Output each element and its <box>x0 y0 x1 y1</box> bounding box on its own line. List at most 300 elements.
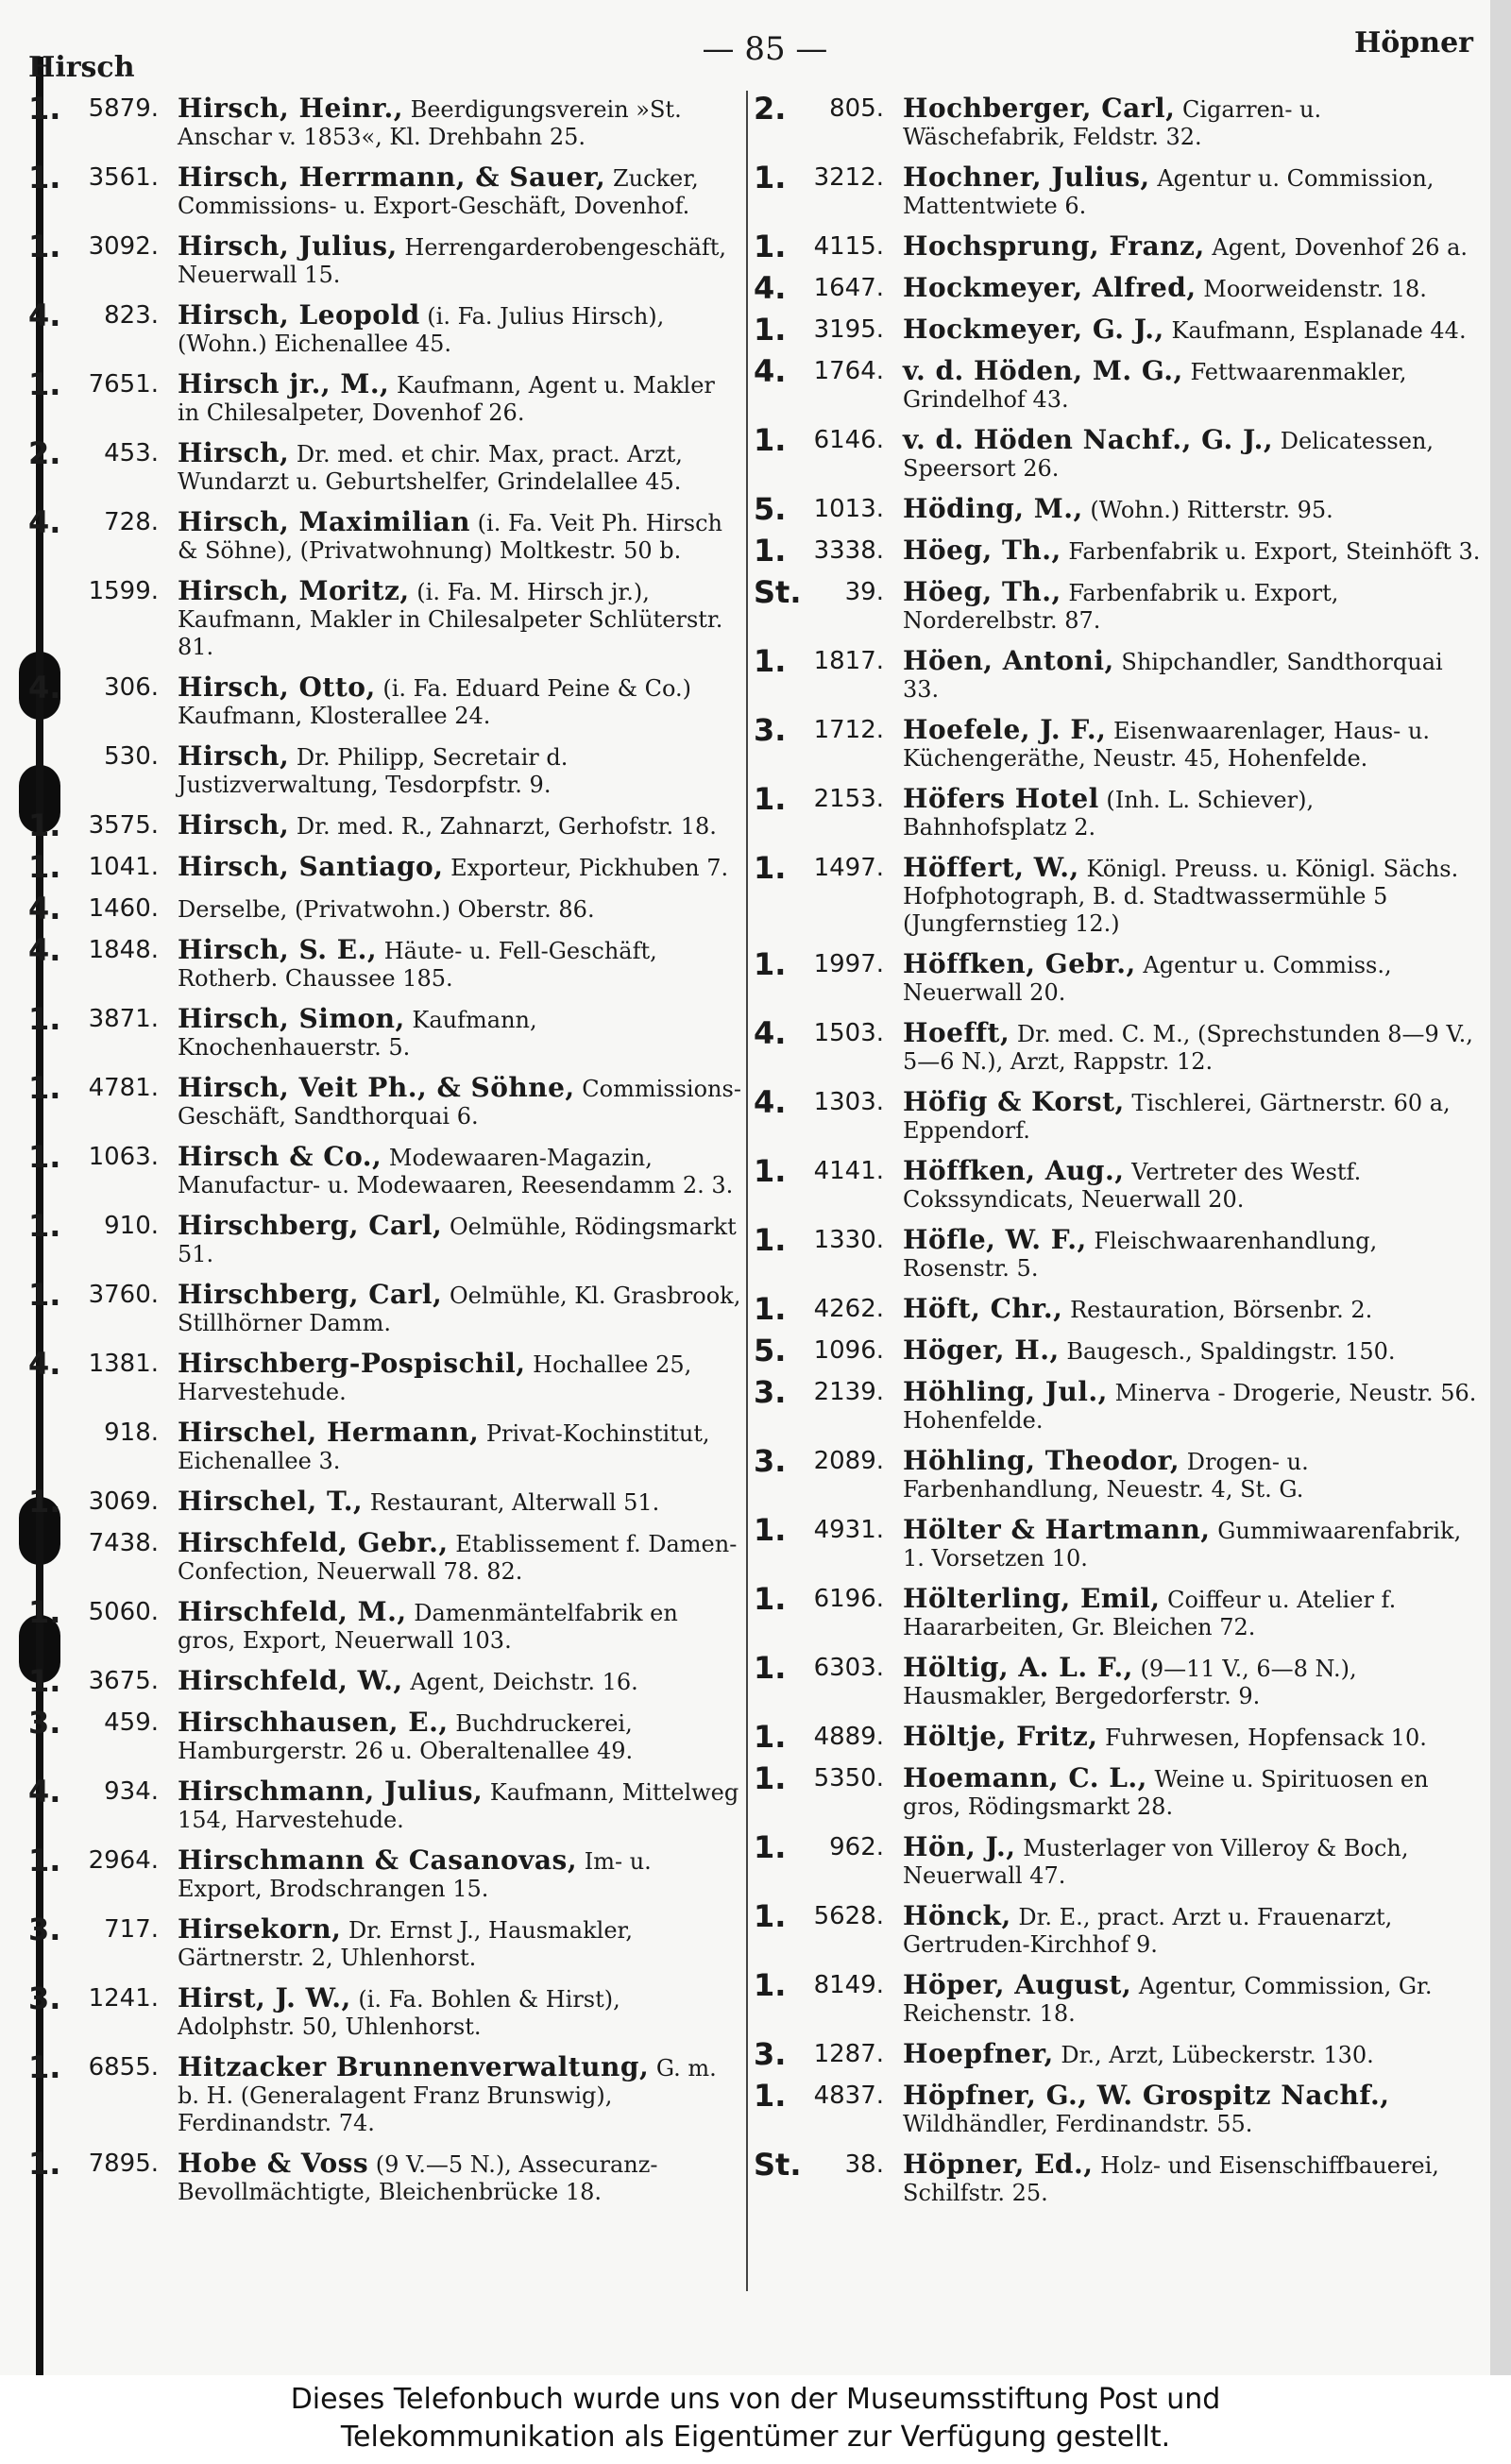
subscriber-name: Hirsch & Co., <box>178 1141 382 1172</box>
entry-text <box>895 1088 1481 1145</box>
subscriber-details: Fuhrwesen, Hopfensack 10. <box>1105 1725 1427 1751</box>
line-number: 459. <box>104 1708 159 1737</box>
phone-number <box>754 1581 895 1617</box>
directory-entry <box>28 670 741 730</box>
entry-text <box>895 716 1481 773</box>
phone-number <box>28 435 170 471</box>
subscriber-details: Wildhändler, Ferdinandstr. 55. <box>903 2111 1253 2137</box>
subscriber-name: Hirsch, Otto, <box>178 671 376 703</box>
subscriber-details: Derselbe, (Privatwohn.) Oberstr. 86. <box>178 896 595 923</box>
line-number: 1303. <box>813 1088 884 1116</box>
line-number: 6303. <box>813 1654 884 1682</box>
entry-text <box>895 1226 1481 1283</box>
phone-number <box>754 270 895 306</box>
line-number: 1330. <box>813 1226 884 1254</box>
exchange-code: 3. <box>754 1443 787 1479</box>
subscriber-name: Höhling, Jul., <box>903 1376 1108 1407</box>
line-number: 6196. <box>813 1585 884 1613</box>
subscriber-name: Hobe & Voss <box>178 2148 369 2179</box>
subscriber-details: Commissions-Geschäft, Sandthorquai 6. <box>178 1076 741 1130</box>
directory-entry <box>28 1843 741 1903</box>
phone-number <box>754 312 895 348</box>
exchange-code: 1. <box>28 1663 61 1699</box>
entry-text <box>895 950 1481 1007</box>
subscriber-details: Minerva - Drogerie, Neustr. 56. Hohenfelde. <box>903 1380 1477 1434</box>
subscriber-details: Kaufmann, Esplanade 44. <box>1171 317 1467 344</box>
subscriber-details: (i. Fa. Bohlen & Hirst), Adolphstr. 50, Uhlenhorst. <box>178 1986 620 2040</box>
entry-text <box>895 357 1481 414</box>
entry-text <box>170 1143 741 1199</box>
phone-number <box>28 1346 170 1382</box>
exchange-code: 1. <box>28 1070 61 1106</box>
subscriber-name: Höpfner, G., W. Grospitz Nachf., <box>903 2080 1390 2111</box>
phone-number <box>754 1898 895 1934</box>
line-number: 805. <box>829 94 884 123</box>
subscriber-name: Hirsch, <box>178 809 290 841</box>
subscriber-details: Agentur, Commission, Gr. Reichenstr. 18. <box>903 1973 1433 2027</box>
line-number: 6855. <box>88 2053 159 2082</box>
subscriber-name: Hirsch, Julius, <box>178 230 398 262</box>
phone-number <box>28 1070 170 1106</box>
directory-entry <box>28 932 741 993</box>
subscriber-name: Höffert, W., <box>903 852 1079 883</box>
directory-entry <box>754 1512 1481 1572</box>
entry-text <box>170 577 741 661</box>
subscriber-details: Hochallee 25, Harvestehude. <box>178 1351 692 1405</box>
exchange-code: 4. <box>28 1346 61 1382</box>
entry-text <box>895 94 1481 151</box>
directory-entry <box>28 435 741 496</box>
line-number: 728. <box>104 508 159 536</box>
directory-entry <box>754 643 1481 704</box>
line-number: 910. <box>104 1212 159 1240</box>
subscriber-name: Hirsch, Santiago, <box>178 851 444 882</box>
entry-text <box>895 1295 1481 1324</box>
phone-number <box>754 1333 895 1368</box>
subscriber-details: Häute- u. Fell-Geschäft, Rotherb. Chaussee 185. <box>178 938 657 992</box>
line-number: 717. <box>104 1915 159 1944</box>
line-number: 3675. <box>88 1667 159 1695</box>
subscriber-name: Hölter & Hartmann, <box>903 1514 1211 1545</box>
phone-number <box>754 1512 895 1548</box>
subscriber-name: Hirsch, Maximilian <box>178 506 471 537</box>
subscriber-details: Dr. med. C. M., (Sprechstunden 8—9 V., 5—6 N.), Arzt, Rappstr. 12. <box>903 1021 1473 1075</box>
exchange-code: 2. <box>754 91 787 127</box>
exchange-code <box>28 578 72 605</box>
phone-number <box>754 1015 895 1051</box>
phone-number <box>28 504 170 540</box>
phone-number <box>754 574 895 610</box>
directory-entry <box>28 1529 741 1586</box>
directory-entry <box>754 1581 1481 1641</box>
line-number: 530. <box>104 742 159 771</box>
phone-number <box>28 229 170 264</box>
directory-entry <box>28 91 741 151</box>
phone-number <box>754 1222 895 1258</box>
exchange-code: 1. <box>28 160 61 195</box>
phone-number <box>754 91 895 127</box>
subscriber-details: Cigarren- u. Wäschefabrik, Feldstr. 32. <box>903 96 1322 150</box>
subscriber-name: Hochberger, Carl, <box>903 93 1176 124</box>
subscriber-name: Hirschberg-Pospischil, <box>178 1348 526 1379</box>
exchange-code: 1. <box>754 1829 787 1865</box>
subscriber-name: Hoefele, J. F., <box>903 714 1107 745</box>
exchange-code: 1. <box>28 1843 61 1878</box>
subscriber-name: Hirsch, Simon, <box>178 1003 405 1034</box>
subscriber-name: Hirsch, Herrmann, & Sauer, <box>178 161 606 193</box>
phone-number <box>754 1760 895 1796</box>
line-number: 1599. <box>88 577 159 605</box>
header-left-keyword: Hirsch <box>28 51 135 84</box>
entry-text <box>170 853 741 882</box>
directory-entry <box>28 891 741 926</box>
subscriber-details: Oelmühle, Rödingsmarkt 51. <box>178 1214 737 1267</box>
left-column <box>28 91 741 2218</box>
subscriber-name: Höger, H., <box>903 1334 1060 1366</box>
subscriber-details: Agent, Deichstr. 16. <box>410 1669 638 1695</box>
exchange-code: 3. <box>754 712 787 748</box>
entry-text <box>895 315 1481 345</box>
exchange-code: 1. <box>28 1594 61 1630</box>
subscriber-details: Kaufmann, Agent u. Makler in Chilesalpeter, Dovenhof 26. <box>178 372 715 426</box>
directory-entry <box>754 1291 1481 1327</box>
subscriber-name: Hochner, Julius, <box>903 161 1150 193</box>
exchange-code: St. <box>754 2147 802 2183</box>
directory-entry <box>754 491 1481 527</box>
line-number: 6146. <box>813 426 884 454</box>
exchange-code: 1. <box>754 1650 787 1686</box>
subscriber-name: Hirschhausen, E., <box>178 1707 449 1738</box>
subscriber-name: Hirschfeld, Gebr., <box>178 1527 449 1558</box>
entry-text <box>895 1019 1481 1076</box>
phone-number <box>28 1001 170 1037</box>
exchange-code: 1. <box>28 229 61 264</box>
exchange-code: 1. <box>28 1139 61 1175</box>
line-number: 1848. <box>88 936 159 964</box>
phone-number <box>28 1843 170 1878</box>
exchange-code: 1. <box>28 1001 61 1037</box>
line-number: 306. <box>104 673 159 702</box>
subscriber-name: Höpner, Ed., <box>903 2149 1094 2180</box>
exchange-code <box>28 1530 72 1557</box>
phone-number <box>754 353 895 389</box>
subscriber-details: Restaurant, Alterwall 51. <box>369 1489 660 1516</box>
subscriber-name: v. d. Höden Nachf., G. J., <box>903 424 1274 455</box>
directory-entry <box>754 1760 1481 1821</box>
subscriber-details: Farbenfabrik u. Export, Norderelbstr. 87. <box>903 580 1339 634</box>
entry-text <box>895 1336 1481 1366</box>
exchange-code <box>28 1419 72 1447</box>
entry-text <box>170 1777 741 1834</box>
directory-entry <box>754 1719 1481 1755</box>
subscriber-name: Hirschfeld, M., <box>178 1596 407 1627</box>
exchange-code: 4. <box>28 932 61 968</box>
phone-number <box>28 2049 170 2085</box>
exchange-code: 1. <box>28 1208 61 1244</box>
subscriber-details: Coiffeur u. Atelier f. Haararbeiten, Gr. Bleichen 72. <box>903 1587 1397 1640</box>
entry-text <box>895 536 1481 566</box>
line-number: 934. <box>104 1777 159 1806</box>
phone-number <box>754 491 895 527</box>
directory-entry <box>754 574 1481 635</box>
subscriber-details: (i. Fa. Julius Hirsch), (Wohn.) Eichenallee 45. <box>178 303 665 357</box>
entry-text <box>170 94 741 151</box>
line-number: 2153. <box>813 785 884 813</box>
footer-notice <box>0 2375 1511 2464</box>
directory-entry <box>28 229 741 289</box>
exchange-code: 1. <box>754 1898 787 1934</box>
subscriber-details: Kaufmann, Mittelweg 154, Harvestehude. <box>178 1779 739 1833</box>
subscriber-name: Höft, Chr., <box>903 1293 1063 1324</box>
subscriber-name: Hirsch, <box>178 437 290 468</box>
subscriber-details: G. m. b. H. (Generalagent Franz Brunswig), Ferdinandstr. 74. <box>178 2055 717 2136</box>
subscriber-details: Privat-Kochinstitut, Eichenallee 3. <box>178 1420 710 1474</box>
exchange-code: 1. <box>28 1277 61 1313</box>
directory-entry <box>28 2049 741 2137</box>
directory-entry <box>28 807 741 843</box>
directory-entry <box>754 422 1481 483</box>
line-number: 5350. <box>813 1764 884 1793</box>
subscriber-details: Fleischwaarenhandlung, Rosenstr. 5. <box>903 1228 1378 1282</box>
line-number: 1997. <box>813 950 884 978</box>
subscriber-details: Baugesch., Spaldingstr. 150. <box>1066 1338 1396 1365</box>
phone-number <box>754 1153 895 1189</box>
entry-text <box>895 495 1481 524</box>
line-number: 918. <box>104 1419 159 1447</box>
exchange-code: 3. <box>28 1912 61 1947</box>
entry-text <box>170 1846 741 1903</box>
line-number: 1287. <box>813 2040 884 2068</box>
entry-text <box>895 2150 1481 2207</box>
line-number: 3561. <box>88 163 159 192</box>
entry-text <box>895 426 1481 483</box>
phone-number <box>28 1663 170 1699</box>
phone-number <box>754 643 895 679</box>
directory-entry <box>28 160 741 220</box>
entry-text <box>170 163 741 220</box>
line-number: 1241. <box>88 1984 159 2013</box>
directory-entry <box>28 1774 741 1834</box>
subscriber-details: (i. Fa. Eduard Peine & Co.) Kaufmann, Klosterallee 24. <box>178 675 691 729</box>
directory-entry <box>28 1139 741 1199</box>
entry-text <box>170 1212 741 1268</box>
line-number: 5060. <box>88 1598 159 1626</box>
entry-text <box>895 785 1481 841</box>
subscriber-name: Hitzacker Brunnenverwaltung, <box>178 2051 650 2082</box>
phone-number <box>28 1484 170 1520</box>
exchange-code <box>28 743 72 771</box>
phone-number <box>754 1967 895 2003</box>
line-number: 3575. <box>88 811 159 840</box>
directory-entry <box>28 1277 741 1337</box>
directory-entry <box>754 353 1481 414</box>
exchange-code: 4. <box>28 297 61 333</box>
subscriber-name: Hirschel, T., <box>178 1486 364 1517</box>
phone-number <box>754 1443 895 1479</box>
exchange-code: 4. <box>28 891 61 926</box>
subscriber-details: Agentur u. Commiss., Neuerwall 20. <box>903 952 1392 1006</box>
line-number: 4889. <box>813 1723 884 1751</box>
line-number: 453. <box>104 439 159 467</box>
phone-number <box>754 160 895 195</box>
exchange-code: 3. <box>28 1705 61 1741</box>
directory-entry <box>754 160 1481 220</box>
line-number: 3069. <box>88 1487 159 1516</box>
column-divider <box>746 91 748 2291</box>
exchange-code: 1. <box>754 312 787 348</box>
directory-entry <box>754 2036 1481 2072</box>
directory-entry <box>28 1001 741 1062</box>
directory-entry <box>754 1967 1481 2028</box>
subscriber-name: Hoepfner, <box>903 2038 1054 2069</box>
exchange-code: 3. <box>28 1980 61 2016</box>
line-number: 1460. <box>88 894 159 923</box>
header-right-keyword: Höpner <box>1353 26 1473 59</box>
directory-entry <box>754 312 1481 348</box>
entry-text <box>895 232 1481 262</box>
line-number: 962. <box>829 1833 884 1861</box>
directory-entry <box>28 1070 741 1130</box>
phone-number <box>28 670 170 705</box>
line-number: 1013. <box>813 495 884 523</box>
subscriber-name: Hirst, J. W., <box>178 1982 351 2014</box>
subscriber-details: Vertreter des Westf. Cokssyndicats, Neuerwall 20. <box>903 1159 1362 1213</box>
subscriber-details: Delicatessen, Speersort 26. <box>903 428 1435 482</box>
entry-text <box>170 1350 741 1406</box>
subscriber-name: Hölterling, Emil, <box>903 1583 1161 1614</box>
line-number: 1063. <box>88 1143 159 1171</box>
directory-entry <box>754 1443 1481 1504</box>
subscriber-name: Hoefft, <box>903 1017 1010 1048</box>
directory-entry <box>754 2147 1481 2207</box>
subscriber-details: Modewaaren-Magazin, Manufactur- u. Modewaaren, Reesendamm 2. 3. <box>178 1145 734 1198</box>
phone-number <box>28 1705 170 1741</box>
subscriber-name: Höffken, Gebr., <box>903 948 1136 979</box>
exchange-code: St. <box>754 574 802 610</box>
exchange-code: 1. <box>754 533 787 569</box>
exchange-code: 1. <box>754 2078 787 2114</box>
subscriber-details: Buchdruckerei, Hamburgerstr. 26 u. Oberaltenallee 49. <box>178 1710 634 1764</box>
phone-number <box>754 1084 895 1120</box>
line-number: 3212. <box>813 163 884 192</box>
subscriber-details: (9 V.—5 N.), Assecuranz-Bevollmächtigte, Bleichenbrücke 18. <box>178 2151 658 2205</box>
footer-line-2: Telekommunikation als Eigentümer zur Verfügung gestellt. <box>340 2421 1171 2454</box>
entry-text <box>170 1667 741 1696</box>
line-number: 1381. <box>88 1350 159 1378</box>
line-number: 8149. <box>813 1971 884 1999</box>
directory-entry <box>754 91 1481 151</box>
subscriber-name: Hirsch, Moritz, <box>178 575 410 606</box>
entry-text <box>170 1487 741 1517</box>
exchange-code: 1. <box>28 366 61 402</box>
line-number: 1712. <box>813 716 884 744</box>
subscriber-name: Höding, M., <box>903 493 1083 524</box>
directory-entry <box>754 2078 1481 2138</box>
directory-entry <box>28 849 741 885</box>
exchange-code: 1. <box>28 2146 61 2182</box>
line-number: 1497. <box>813 854 884 882</box>
entry-text <box>895 2082 1481 2138</box>
subscriber-name: Hirsch jr., M., <box>178 368 390 399</box>
line-number: 4115. <box>813 232 884 261</box>
subscriber-details: (Wohn.) Ritterstr. 95. <box>1090 497 1333 523</box>
directory-entry <box>754 1084 1481 1145</box>
subscriber-name: Höper, August, <box>903 1969 1132 2000</box>
line-number: 4262. <box>813 1295 884 1323</box>
phone-number <box>28 91 170 127</box>
directory-entry <box>28 504 741 565</box>
entry-text <box>170 2150 741 2206</box>
entry-text <box>895 647 1481 704</box>
directory-entry <box>754 229 1481 264</box>
subscriber-details: Dr. E., pract. Arzt u. Frauenarzt, Gertruden-Kirchhof 9. <box>903 1904 1393 1958</box>
phone-number <box>754 2147 895 2183</box>
line-number: 4141. <box>813 1157 884 1185</box>
line-number: 4931. <box>813 1516 884 1544</box>
phone-number <box>28 297 170 333</box>
exchange-code: 4. <box>754 1015 787 1051</box>
subscriber-name: Hirsch, Heinr., <box>178 93 403 124</box>
exchange-code: 1. <box>754 1719 787 1755</box>
subscriber-name: Hirschberg, Carl, <box>178 1279 443 1310</box>
exchange-code: 1. <box>28 91 61 127</box>
exchange-code: 1. <box>754 229 787 264</box>
phone-number <box>754 2036 895 2072</box>
line-number: 1647. <box>813 274 884 302</box>
subscriber-details: Musterlager von Villeroy & Boch, Neuerwall 47. <box>903 1835 1409 1889</box>
line-number: 2964. <box>88 1846 159 1875</box>
exchange-code: 1. <box>754 1153 787 1189</box>
directory-entry <box>754 1898 1481 1959</box>
subscriber-details: Agentur u. Commission, Mattentwiete 6. <box>903 165 1435 219</box>
entry-text <box>170 232 741 289</box>
subscriber-name: Hirsch, S. E., <box>178 934 378 965</box>
line-number: 5628. <box>813 1902 884 1930</box>
subscriber-name: v. d. Höden, M. G., <box>903 355 1183 386</box>
entry-text <box>895 1447 1481 1504</box>
subscriber-name: Höeg, Th., <box>903 576 1061 607</box>
entry-text <box>895 1723 1481 1752</box>
phone-number <box>28 1208 170 1244</box>
phone-number <box>754 781 895 817</box>
directory-entry <box>754 850 1481 938</box>
subscriber-details: Fettwaarenmakler, Grindelhof 43. <box>903 359 1407 413</box>
exchange-code: 1. <box>754 1222 787 1258</box>
entry-text <box>170 370 741 427</box>
directory-entry <box>754 270 1481 306</box>
exchange-code: 1. <box>28 807 61 843</box>
phone-number <box>28 577 170 605</box>
entry-text <box>170 2053 741 2137</box>
phone-number <box>28 160 170 195</box>
exchange-code: 1. <box>754 1581 787 1617</box>
entry-text <box>170 742 741 799</box>
subscriber-details: (i. Fa. M. Hirsch jr.), Kaufmann, Makler in Chilesalpeter Schlüterstr. 81. <box>178 579 723 660</box>
exchange-code: 4. <box>754 353 787 389</box>
directory-entry <box>28 1208 741 1268</box>
subscriber-name: Hochsprung, Franz, <box>903 230 1205 262</box>
exchange-code: 1. <box>754 1967 787 2003</box>
subscriber-details: Dr., Arzt, Lübeckerstr. 130. <box>1061 2042 1374 2068</box>
subscriber-details: Agent, Dovenhof 26 a. <box>1212 234 1469 261</box>
directory-entry <box>754 1333 1481 1368</box>
phone-number <box>28 742 170 771</box>
directory-entry <box>28 1419 741 1475</box>
phone-number <box>28 1594 170 1630</box>
phone-number <box>754 946 895 982</box>
directory-entry <box>754 1222 1481 1283</box>
directory-entry <box>28 366 741 427</box>
